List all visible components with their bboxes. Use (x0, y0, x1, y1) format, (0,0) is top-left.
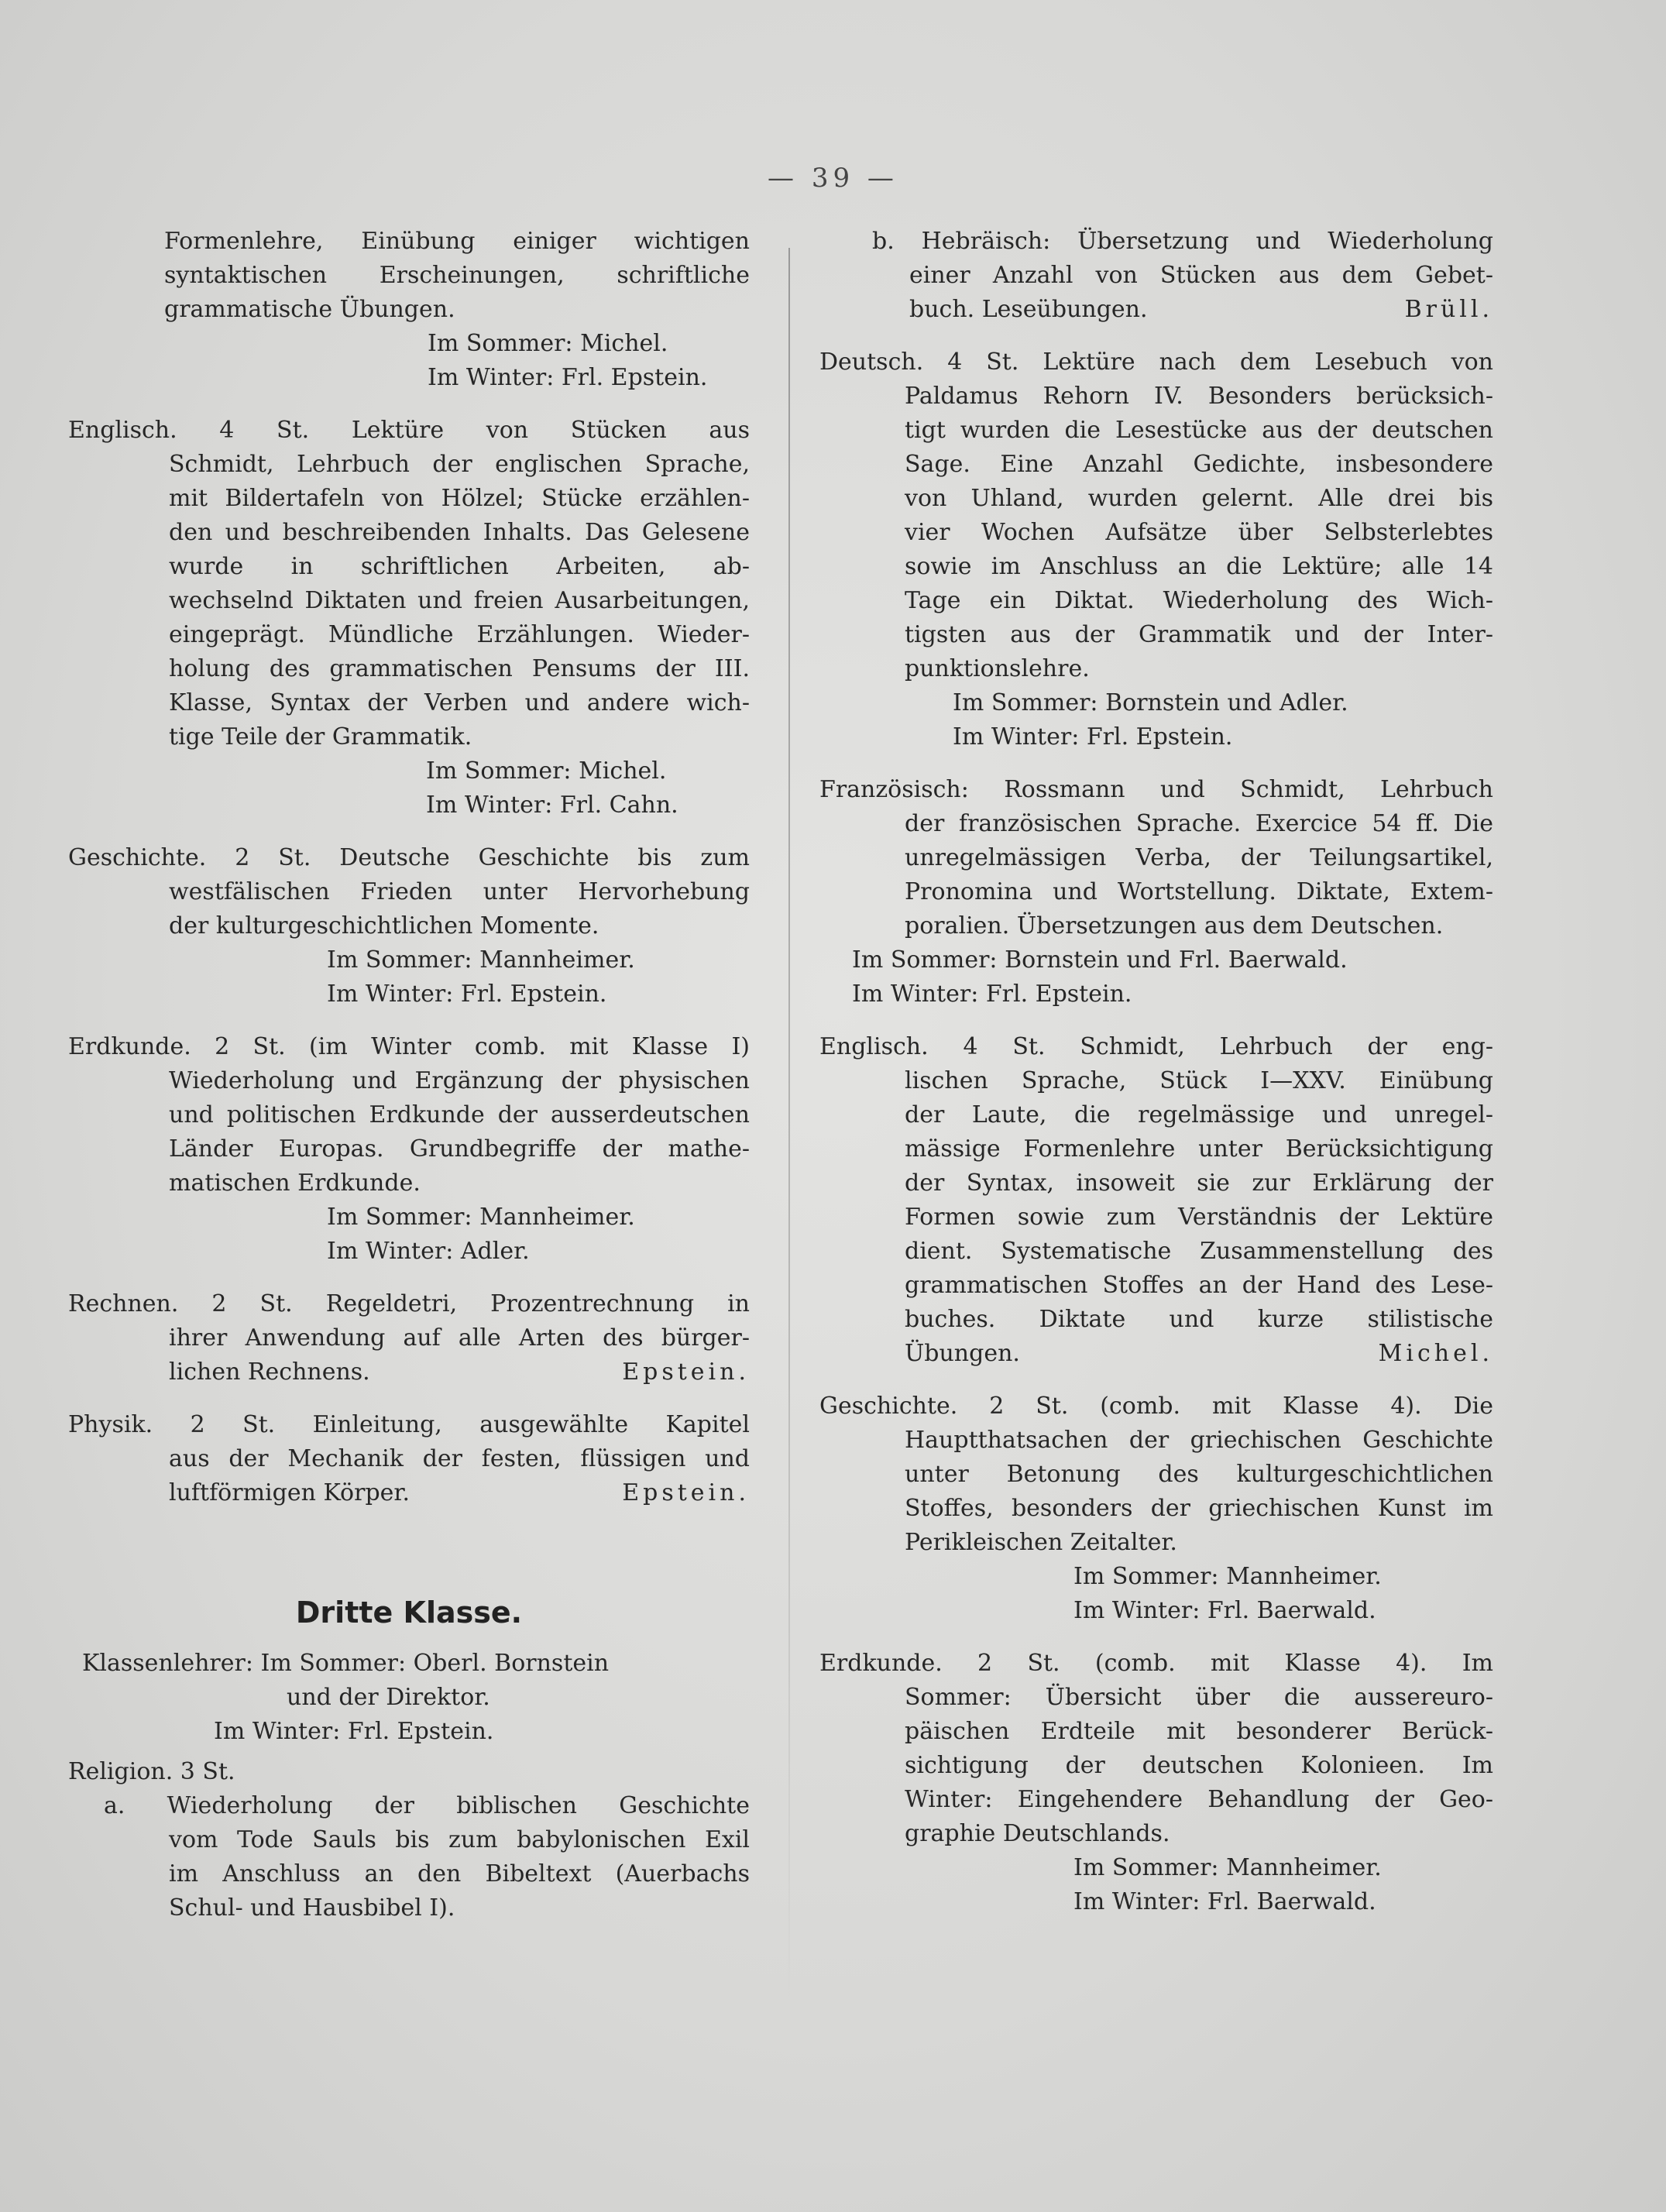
text-line: Klasse, Syntax der Verben und andere wich- (169, 689, 750, 716)
text-line: graphie Deutschlands. (905, 1820, 1170, 1847)
text-line: buch. Leseübungen. (909, 296, 1148, 323)
text-line: Paldamus Rehorn IV. Besonders berücksich- (905, 383, 1493, 410)
text-line: Englisch. 4 St. Schmidt, Lehrbuch der eng- (819, 1033, 1493, 1060)
text-line: Physik. 2 St. Einleitung, ausgewählte Kapitel (68, 1411, 750, 1438)
text-line: grammatischen Stoffes an der Hand des Lese- (905, 1272, 1493, 1299)
teacher-line: Im Winter: Adler. (327, 1238, 530, 1265)
text-line: Wiederholung und Ergänzung der physischen (169, 1067, 750, 1094)
text-line: Stoffes, besonders der griechischen Kunst im (905, 1495, 1493, 1522)
text-line: dient. Systematische Zusammenstellung des (905, 1238, 1493, 1265)
text-line: päischen Erdteile mit besonderer Berück- (905, 1718, 1493, 1745)
text-line: a. Wiederholung der biblischen Geschichte (104, 1792, 750, 1819)
text-line: Formen sowie zum Verständnis der Lektüre (905, 1204, 1493, 1231)
text-line: Tage ein Diktat. Wiederholung des Wich- (905, 587, 1493, 614)
text-line: Rechnen. 2 St. Regeldetri, Prozentrechnung in (68, 1290, 750, 1317)
text-line: Pronomina und Wortstellung. Diktate, Extem- (905, 878, 1493, 905)
text-line: Schul- und Hausbibel I). (169, 1894, 455, 1922)
text-line: von Uhland, wurden gelernt. Alle drei bis (905, 485, 1493, 512)
text-line: ihrer Anwendung auf alle Arten des bürger- (169, 1324, 750, 1352)
teacher-line: Im Sommer: Bornstein und Adler. (953, 689, 1348, 716)
teacher-line: Im Sommer: Michel. (426, 757, 667, 785)
text-line: einer Anzahl von Stücken aus dem Gebet- (909, 262, 1493, 289)
text-line: punktionslehre. (905, 655, 1090, 682)
column-divider (788, 248, 790, 2014)
teacher-line: Im Sommer: Mannheimer. (327, 1204, 635, 1231)
text-line: Klassenlehrer: Im Sommer: Oberl. Bornstein (82, 1650, 610, 1677)
text-line: vier Wochen Aufsätze über Selbsterlebtes (905, 519, 1493, 546)
text-line: aus der Mechanik der festen, flüssigen und (169, 1445, 750, 1472)
text-line: wurde in schriftlichen Arbeiten, ab- (169, 553, 750, 580)
subject-geschichte (819, 1389, 1493, 1628)
teacher-line: Im Sommer: Mannheimer. (1073, 1854, 1382, 1881)
teacher-line: Im Winter: Frl. Cahn. (426, 792, 678, 819)
text-line: holung des grammatischen Pensums der III. (169, 655, 750, 682)
section-heading: Dritte Klasse. (295, 1595, 523, 1630)
teacher-line: Epstein. (622, 1479, 750, 1506)
text-line: Im Winter: Frl. Epstein. (214, 1718, 494, 1745)
text-line: tigt wurden die Lesestücke aus der deutschen (905, 417, 1493, 444)
text-line: lichen Rechnens. (169, 1358, 370, 1386)
subject-englisch (68, 414, 750, 823)
teacher-line: Im Winter: Frl. Baerwald. (1073, 1597, 1376, 1624)
teacher-line: Im Winter: Frl. Epstein. (428, 364, 708, 391)
text-line: und politischen Erdkunde der ausserdeutschen (169, 1101, 750, 1128)
text-line: unter Betonung des kulturgeschichtlichen (905, 1461, 1493, 1488)
subject-erdkunde (819, 1647, 1493, 1919)
text-line: matischen Erdkunde. (169, 1170, 421, 1197)
text-line: Englisch. 4 St. Lektüre von Stücken aus (68, 417, 750, 444)
teacher-line: Im Winter: Frl. Epstein. (953, 723, 1233, 750)
text-line: poralien. Übersetzungen aus dem Deutschen. (905, 912, 1444, 939)
text-line: Religion. 3 St. (68, 1758, 235, 1785)
text-line: im Anschluss an den Bibeltext (Auerbachs (169, 1860, 750, 1887)
text-line: Länder Europas. Grundbegriffe der mathe- (169, 1135, 750, 1163)
text-line: Erdkunde. 2 St. (im Winter comb. mit Klasse I) (68, 1033, 750, 1060)
text-line: und der Direktor. (287, 1684, 490, 1711)
subject-deutsch (819, 345, 1493, 754)
text-line: buches. Diktate und kurze stilistische (905, 1306, 1493, 1333)
text-line: lischen Sprache, Stück I—XXV. Einübung (905, 1067, 1493, 1094)
text-line: Übungen. (905, 1340, 1020, 1367)
teacher-line: Im Sommer: Mannheimer. (1073, 1563, 1382, 1590)
teacher-line: Michel. (1378, 1340, 1493, 1367)
text-line: der Syntax, insoweit sie zur Erklärung der (905, 1170, 1493, 1197)
text-line: Perikleischen Zeitalter. (905, 1529, 1177, 1556)
text-line: tigsten aus der Grammatik und der Inter- (905, 621, 1493, 648)
text-line: Winter: Eingehendere Behandlung der Geo- (905, 1786, 1493, 1813)
text-line: wechselnd Diktaten und freien Ausarbeitungen, (169, 587, 750, 614)
text-line: Geschichte. 2 St. (comb. mit Klasse 4). Die (819, 1393, 1493, 1420)
subject-erdkunde (68, 1030, 750, 1269)
text-line: westfälischen Frieden unter Hervorhebung (169, 878, 750, 905)
text-line: der Laute, die regelmässige und unregel- (905, 1101, 1493, 1128)
text-line: den und beschreibenden Inhalts. Das Gelesene (169, 519, 750, 546)
text-line: Geschichte. 2 St. Deutsche Geschichte bis zum (68, 844, 750, 871)
text-line: der kulturgeschichtlichen Momente. (169, 912, 599, 939)
text-line: Deutsch. 4 St. Lektüre nach dem Lesebuch von (819, 349, 1493, 376)
text-line: mit Bildertafeln von Hölzel; Stücke erzählen- (169, 485, 750, 512)
subject-rechnen (68, 1287, 750, 1389)
subject-englisch (819, 1030, 1493, 1371)
text-line: der französischen Sprache. Exercice 54 ff. Die (905, 810, 1493, 837)
text-line: Hauptthatsachen der griechischen Geschichte (905, 1427, 1493, 1454)
subject-physik (68, 1408, 750, 1510)
text-line: sichtigung der deutschen Kolonieen. Im (905, 1752, 1493, 1779)
text-line: b. Hebräisch: Übersetzung und Wiederholung (872, 228, 1493, 255)
text-line: syntaktischen Erscheinungen, schriftliche (164, 262, 750, 289)
subject-geschichte (68, 841, 750, 1012)
teacher-line: Brüll. (1404, 296, 1493, 323)
teacher-line: Im Sommer: Michel. (428, 330, 668, 357)
teacher-line: Im Winter: Frl. Epstein. (327, 981, 607, 1008)
klassenlehrer (68, 1647, 750, 1749)
text-line: eingeprägt. Mündliche Erzählungen. Wieder- (169, 621, 750, 648)
text-line: Schmidt, Lehrbuch der englischen Sprache, (169, 451, 750, 478)
teacher-line: Im Sommer: Mannheimer. (327, 946, 635, 974)
text-line: Französisch: Rossmann und Schmidt, Lehrbuch (819, 776, 1493, 803)
intro-paragraph (68, 225, 750, 395)
text-line: Sommer: Übersicht über die aussereuro- (905, 1684, 1493, 1711)
right-column (819, 225, 1493, 1938)
text-line: Erdkunde. 2 St. (comb. mit Klasse 4). Im (819, 1650, 1493, 1677)
subject-religion (68, 1755, 750, 1925)
text-line: grammatische Übungen. (164, 296, 455, 323)
teacher-line: Im Winter: Frl. Epstein. (852, 981, 1132, 1008)
text-line: luftförmigen Körper. (169, 1479, 410, 1506)
text-line: vom Tode Sauls bis zum babylonischen Exil (169, 1826, 750, 1853)
page-number: — 39 — (768, 163, 898, 194)
text-line: Formenlehre, Einübung einiger wichtigen (164, 228, 750, 255)
text-line: tige Teile der Grammatik. (169, 723, 472, 750)
text-line: unregelmässigen Verba, der Teilungsartikel, (905, 844, 1493, 871)
teacher-line: Epstein. (622, 1358, 750, 1386)
text-line: mässige Formenlehre unter Berücksichtigung (905, 1135, 1493, 1163)
subject-hebraeisch (819, 225, 1493, 327)
text-line: Sage. Eine Anzahl Gedichte, insbesondere (905, 451, 1493, 478)
teacher-line: Im Winter: Frl. Baerwald. (1073, 1888, 1376, 1915)
left-column (68, 225, 750, 1944)
text-line: sowie im Anschluss an die Lektüre; alle 14 (905, 553, 1493, 580)
teacher-line: Im Sommer: Bornstein und Frl. Baerwald. (852, 946, 1348, 974)
subject-franzoesisch (819, 773, 1493, 1012)
